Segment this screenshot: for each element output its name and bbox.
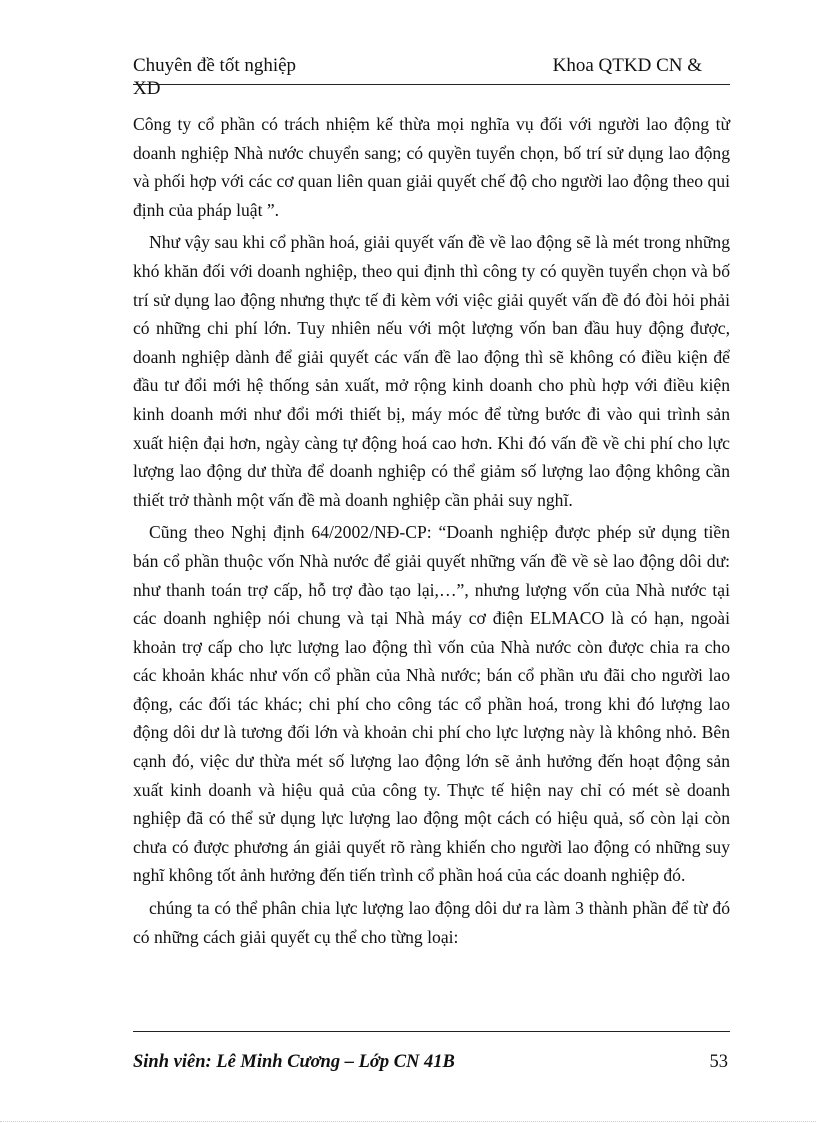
paragraph-1: Công ty cổ phần có trách nhiệm kế thừa mọi nghĩa vụ đối với người lao động từ doanh nghiệp Nhà nước chuyển sang; có quyền tuyển chọn, bố trí sử dụng lao động và phối hợp với các cơ quan liên quan giải quyết chế độ cho người lao động theo qui định của pháp luật ”. [133,114,730,220]
header-department: Khoa QTKD CN & [552,55,702,76]
footer-author: Sinh viên: Lê Minh Cương – Lớp CN 41B [133,1052,455,1072]
footer-divider [133,1031,730,1032]
paragraph-2: Như vậy sau khi cổ phần hoá, giải quyết vấn đề về lao động sẽ là mét trong những khó khăn đối với doanh nghiệp, theo qui định thì công ty có quyền tuyển chọn và bố trí sử dụng lao động nhưng thực tế đi kèm với việc giải quyết vấn đề đó đòi hỏi phải có những chi phí lớn. Tuy nhiên nếu với một lượng vốn ban đầu huy động được, doanh nghiệp dành để giải quyết các vấn đề lao động thì sẽ không có điều kiện để đầu tư đổi mới hệ thống sản xuất, mở rộng kinh doanh cho phù hợp với điều kiện kinh doanh mới như đổi mới thiết bị, máy móc để từng bước đi vào qui trình sản xuất hiện đại hơn, ngày càng tự động hoá cao hơn. Khi đó vấn đề về chi phí cho lực lượng lao động dư thừa để doanh nghiệp có thể giảm số lượng lao động không cần thiết trở thành một vấn đề mà doanh nghiệp cần phải suy nghĩ. [133,232,730,510]
header-wrap-text: XD [133,78,161,99]
header-divider [133,84,730,85]
body-text [133,110,730,955]
paragraph-3: Cũng theo Nghị định 64/2002/NĐ-CP: “Doanh nghiệp được phép sử dụng tiền bán cổ phần thuộc vốn Nhà nước để giải quyết những vấn đề về sè lao động dôi dư: như thanh toán trợ cấp, hỗ trợ đào tạo lại,…”, nhưng lượng vốn của Nhà nước tại các doanh nghiệp nói chung và tại Nhà máy cơ điện ELMACO là có hạn, ngoài khoản trợ cấp cho lực lượng lao động thì vốn của Nhà nước còn được chia ra cho các khoản khác như vốn cổ phần của Nhà nước; bán cổ phần ưu đãi cho người lao động, các đối tác khác; chi phí cho công tác cổ phần hoá, trong khi đó lượng lao động dôi dư là tương đối lớn và khoản chi phí cho lực lượng này là không nhỏ. Bên cạnh đó, việc dư thừa mét số lượng lao động lớn sẽ ảnh hưởng đến hoạt động sản xuất kinh doanh và hiệu quả của công ty. Thực tế hiện nay chỉ có mét sè doanh nghiệp đã có thể sử dụng lực lượng lao động một cách có hiệu quả, số còn lại còn chưa có được phương án giải quyết rõ ràng khiến cho người lao động có những suy nghĩ không tốt ảnh hưởng đến tiến trình cổ phần hoá của các doanh nghiệp đó. [133,522,730,886]
paragraph-4: chúng ta có thể phân chia lực lượng lao động dôi dư ra làm 3 thành phần để từ đó có những cách giải quyết cụ thể cho từng loại: [133,898,730,947]
page-bottom-edge [0,1121,816,1122]
page-number: 53 [709,1052,728,1072]
header-left-text: Chuyên đề tốt nghiệp [133,55,297,76]
page-header [133,54,730,100]
